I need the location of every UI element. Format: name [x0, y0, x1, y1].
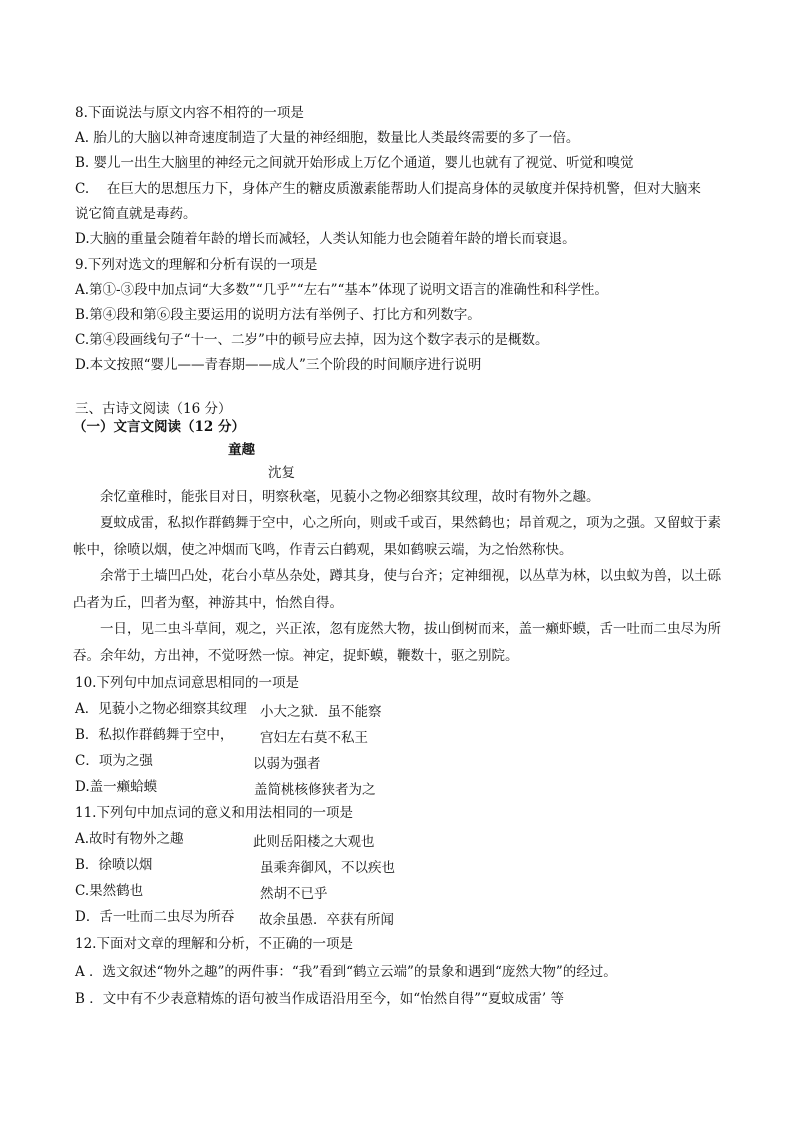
q11-option-c-left: C.果然鹤也 [75, 883, 144, 899]
q9-option-d: D.本文按照“婴儿——青春期——成人”三个阶段的时间顺序进行说明 [75, 357, 482, 373]
q10-stem: 10.下列句中加点词意思相同的一项是 [75, 675, 299, 691]
q10-option-c-left: C．项为之强 [75, 753, 153, 769]
q10-option-b-left: B．私拟作群鹤舞于空中， [75, 727, 234, 743]
essay-title: 童趣 [228, 442, 255, 458]
section-title: 三、古诗文阅读（16 分） [75, 401, 232, 417]
q11-option-b-left: B．徐喷以烟 [75, 857, 153, 873]
q12-option-b: B ．文中有不少表意精炼的语句被当作成语沿用至今，如“怡然自得”“夏蚊成雷’ 等 [75, 991, 564, 1007]
q8-option-c-line1: C. 在巨大的思想压力下，身体产生的糖皮质激素能帮助人们提高身体的灵敏度并保持机警，但对大脑来 [75, 181, 701, 197]
q9-option-c: C.第④段画线句子“十一、二岁”中的顿号应去掉，因为这个数字表示的是概数。 [75, 332, 549, 348]
essay-paragraph-2: 夏蚊成雷，私拟作群鹤舞于空中，心之所向，则或千或百，果然鹤也；昂首观之，项为之强。又留蚊于素帐中，徐喷以烟，使之冲烟而飞鸣，作青云白鹤观，果如鹤唳云端，为之怡然称快。 [73, 515, 721, 558]
q10-option-b-right: 宫妇左右莫不私王 [260, 730, 368, 746]
q8-stem: 8.下面说法与原文内容不相符的一项是 [75, 105, 304, 121]
q10-option-a-right: 小大之狱．虽不能察 [260, 704, 382, 720]
q11-option-a-right: 此则岳阳楼之大观也 [253, 834, 375, 850]
q11-option-b-right: 虽乘奔御风，不以疾也 [260, 860, 395, 876]
q9-stem: 9.下列对选文的理解和分析有误的一项是 [75, 257, 318, 273]
q8-option-d: D.大脑的重量会随着年龄的增长而减轻，人类认知能力也会随着年龄的增长而衰退。 [75, 231, 576, 247]
essay-paragraph-1: 余忆童稚时，能张目对日，明察秋毫，见藐小之物必细察其纹理，故时有物外之趣。 [100, 489, 600, 505]
q11-option-c-right: 然胡不已乎 [260, 886, 328, 902]
q9-option-a: A.第①-③段中加点词“大多数”“几乎”“左右”“基本”体现了说明文语言的准确性和科学性。 [75, 282, 608, 298]
essay-paragraph-3: 余常于土墙凹凸处，花台小草丛杂处，蹲其身，使与台齐；定神细视，以丛草为林，以虫蚁为兽，以土砾凸者为丘，凹者为壑，神游其中，怡然自得。 [73, 568, 721, 611]
q11-stem: 11.下列句中加点词的意义和用法相同的一项是 [75, 805, 353, 821]
q10-option-c-right: 以弱为强者 [253, 756, 321, 772]
q10-option-d-left: D.盖一癞蛤蟆 [75, 779, 158, 795]
essay-paragraph-4: 一日，见二虫斗草间，观之，兴正浓，忽有庞然大物，拔山倒树而来，盖一癞虾蟆，舌一吐而二虫尽为所吞。余年幼，方出神，不觉呀然一惊。神定，捉虾蟆，鞭数十，驱之别院。 [73, 621, 721, 664]
q8-option-c-line2: 说它简直就是毒药。 [75, 206, 197, 222]
q10-option-a-left: A．见藐小之物必细察其纹理 [75, 701, 247, 717]
essay-author: 沈复 [268, 465, 295, 481]
q12-stem: 12.下面对文章的理解和分析，不正确的一项是 [75, 936, 353, 952]
q11-option-d-left: D．舌一吐而二虫尽为所吞 [75, 909, 235, 925]
subsection-title: （一）文言文阅读（12 分） [73, 419, 245, 435]
q12-option-a: A ．选文叙述“物外之趣”的两件事：“我”看到“鹤立云端”的景象和遇到“庞然大物”的经过。 [75, 964, 617, 980]
q8-option-a: A. 胎儿的大脑以神奇速度制造了大量的神经细胞，数量比人类最终需要的多了一倍。 [75, 130, 580, 146]
q11-option-a-left: A.故时有物外之趣 [75, 831, 184, 847]
q9-option-b: B.第④段和第⑥段主要运用的说明方法有举例子、打比方和列数字。 [75, 307, 481, 323]
q8-option-b: B. 婴儿一出生大脑里的神经元之间就开始形成上万亿个通道，婴儿也就有了视觉、听觉和嗅觉 [75, 155, 634, 171]
q10-option-d-right: 盖简桃核修狭者为之 [254, 782, 376, 798]
q11-option-d-right: 故余虽愚．卒获有所闻 [259, 912, 394, 928]
